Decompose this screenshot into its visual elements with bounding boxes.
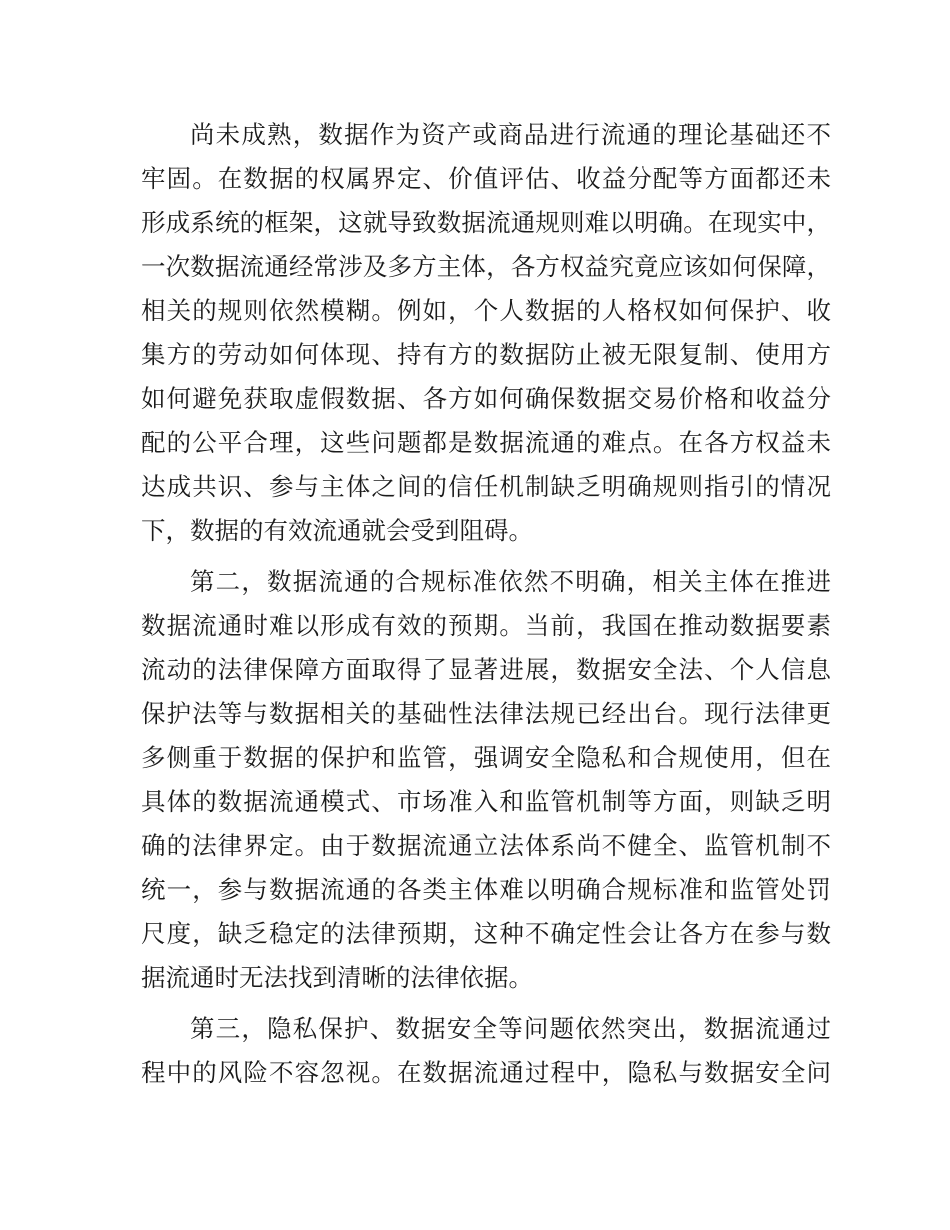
text-line: 牢固。在数据的权属界定、价值评估、收益分配等方面都还未 xyxy=(141,164,831,193)
text-line: 一次数据流通经常涉及多方主体，各方权益究竟应该如何保障， xyxy=(141,252,831,281)
text-line: 相关的规则依然模糊。例如，个人数据的人格权如何保护、收 xyxy=(141,296,831,325)
text-line: 确的法律界定。由于数据流通立法体系尚不健全、监管机制不 xyxy=(141,831,831,860)
text-line: 数据流通时难以形成有效的预期。当前，我国在推动数据要素 xyxy=(141,611,831,640)
text-line: 尺度，缺乏稳定的法律预期，这种不确定性会让各方在参与数 xyxy=(141,919,831,948)
text-line: 达成共识、参与主体之间的信任机制缺乏明确规则指引的情况 xyxy=(141,472,831,501)
text-line: 具体的数据流通模式、市场准入和监管机制等方面，则缺乏明 xyxy=(141,787,831,816)
text-line: 第三，隐私保护、数据安全等问题依然突出，数据流通过 xyxy=(190,1014,831,1043)
text-line: 第二，数据流通的合规标准依然不明确，相关主体在推进 xyxy=(190,567,831,596)
text-line: 配的公平合理，这些问题都是数据流通的难点。在各方权益未 xyxy=(141,428,831,457)
text-line: 形成系统的框架，这就导致数据流通规则难以明确。在现实中， xyxy=(141,208,831,237)
text-line: 集方的劳动如何体现、持有方的数据防止被无限复制、使用方 xyxy=(141,340,831,369)
text-line: 统一，参与数据流通的各类主体难以明确合规标准和监管处罚 xyxy=(141,875,831,904)
text-line: 如何避免获取虚假数据、各方如何确保数据交易价格和收益分 xyxy=(141,384,831,413)
text-line: 多侧重于数据的保护和监管，强调安全隐私和合规使用，但在 xyxy=(141,743,831,772)
text-line: 流动的法律保障方面取得了显著进展，数据安全法、个人信息 xyxy=(141,655,831,684)
text-line: 程中的风险不容忽视。在数据流通过程中，隐私与数据安全问 xyxy=(141,1058,831,1087)
text-line: 保护法等与数据相关的基础性法律法规已经出台。现行法律更 xyxy=(141,699,831,728)
text-line: 下，数据的有效流通就会受到阻碍。 xyxy=(141,516,533,545)
text-line: 尚未成熟，数据作为资产或商品进行流通的理论基础还不 xyxy=(190,120,831,149)
text-line: 据流通时无法找到清晰的法律依据。 xyxy=(141,963,533,992)
